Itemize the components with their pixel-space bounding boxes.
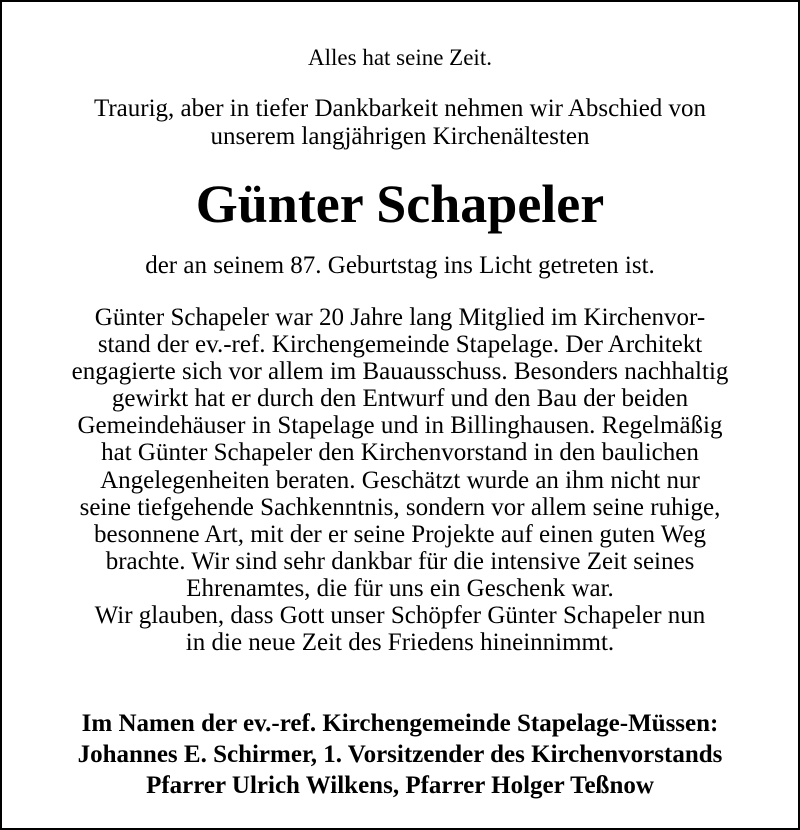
signature-line: Im Namen der ev.-ref. Kirchengemeinde Stapelage-Müssen:: [81, 710, 719, 737]
tribute-line: brachte. Wir sind sehr dankbar für die intensive Zeit seines: [105, 547, 695, 575]
tribute-text: [2, 304, 798, 656]
tribute-line: Gemeindehäuser in Stapelage und in Billinghausen. Regelmäßig: [77, 412, 723, 440]
tribute-line: in die neue Zeit des Friedens hineinnimmt.: [185, 629, 615, 657]
signature-line: Johannes E. Schirmer, 1. Vorsitzender des Kirchenvorstands: [77, 741, 723, 768]
intro-line: unserem langjährigen Kirchenältesten: [210, 123, 590, 150]
signature-line: Pfarrer Ulrich Wilkens, Pfarrer Holger Teßnow: [146, 772, 654, 799]
tribute-line: engagierte sich vor allem im Bauausschuss. Besonders nachhaltig: [71, 358, 729, 386]
tribute-line: besonnene Art, mit der er seine Projekte auf einen guten Weg: [94, 520, 706, 548]
tribute-line: hat Günter Schapeler den Kirchenvorstand in den baulichen: [101, 439, 699, 467]
tribute-line: stand der ev.-ref. Kirchengemeinde Stapelage. Der Architekt: [97, 331, 703, 359]
intro-text: [2, 95, 798, 151]
tribute-line: Ehrenamtes, die für uns ein Geschenk war.: [186, 574, 614, 602]
signature-block: [2, 708, 798, 801]
intro-line: Traurig, aber in tiefer Dankbarkeit nehmen wir Abschied von: [93, 95, 707, 122]
tribute-line: seine tiefgehende Sachkenntnis, sondern vor allem seine ruhige,: [79, 493, 721, 521]
tribute-line: Günter Schapeler war 20 Jahre lang Mitglied im Kirchenvor-: [94, 304, 706, 331]
tribute-line: Angelegenheiten beraten. Geschätzt wurde an ihm nicht nur: [100, 466, 700, 494]
tribute-line: gewirkt hat er durch den Entwurf und den Bau der beiden: [111, 385, 689, 413]
birthday-line: der an seinem 87. Geburtstag ins Licht getreten ist.: [145, 252, 655, 279]
tribute-line: Wir glauben, dass Gott unser Schöpfer Günter Schapeler nun: [94, 602, 706, 630]
motto: Alles hat seine Zeit.: [308, 45, 492, 70]
deceased-name: Günter Schapeler: [195, 174, 605, 234]
